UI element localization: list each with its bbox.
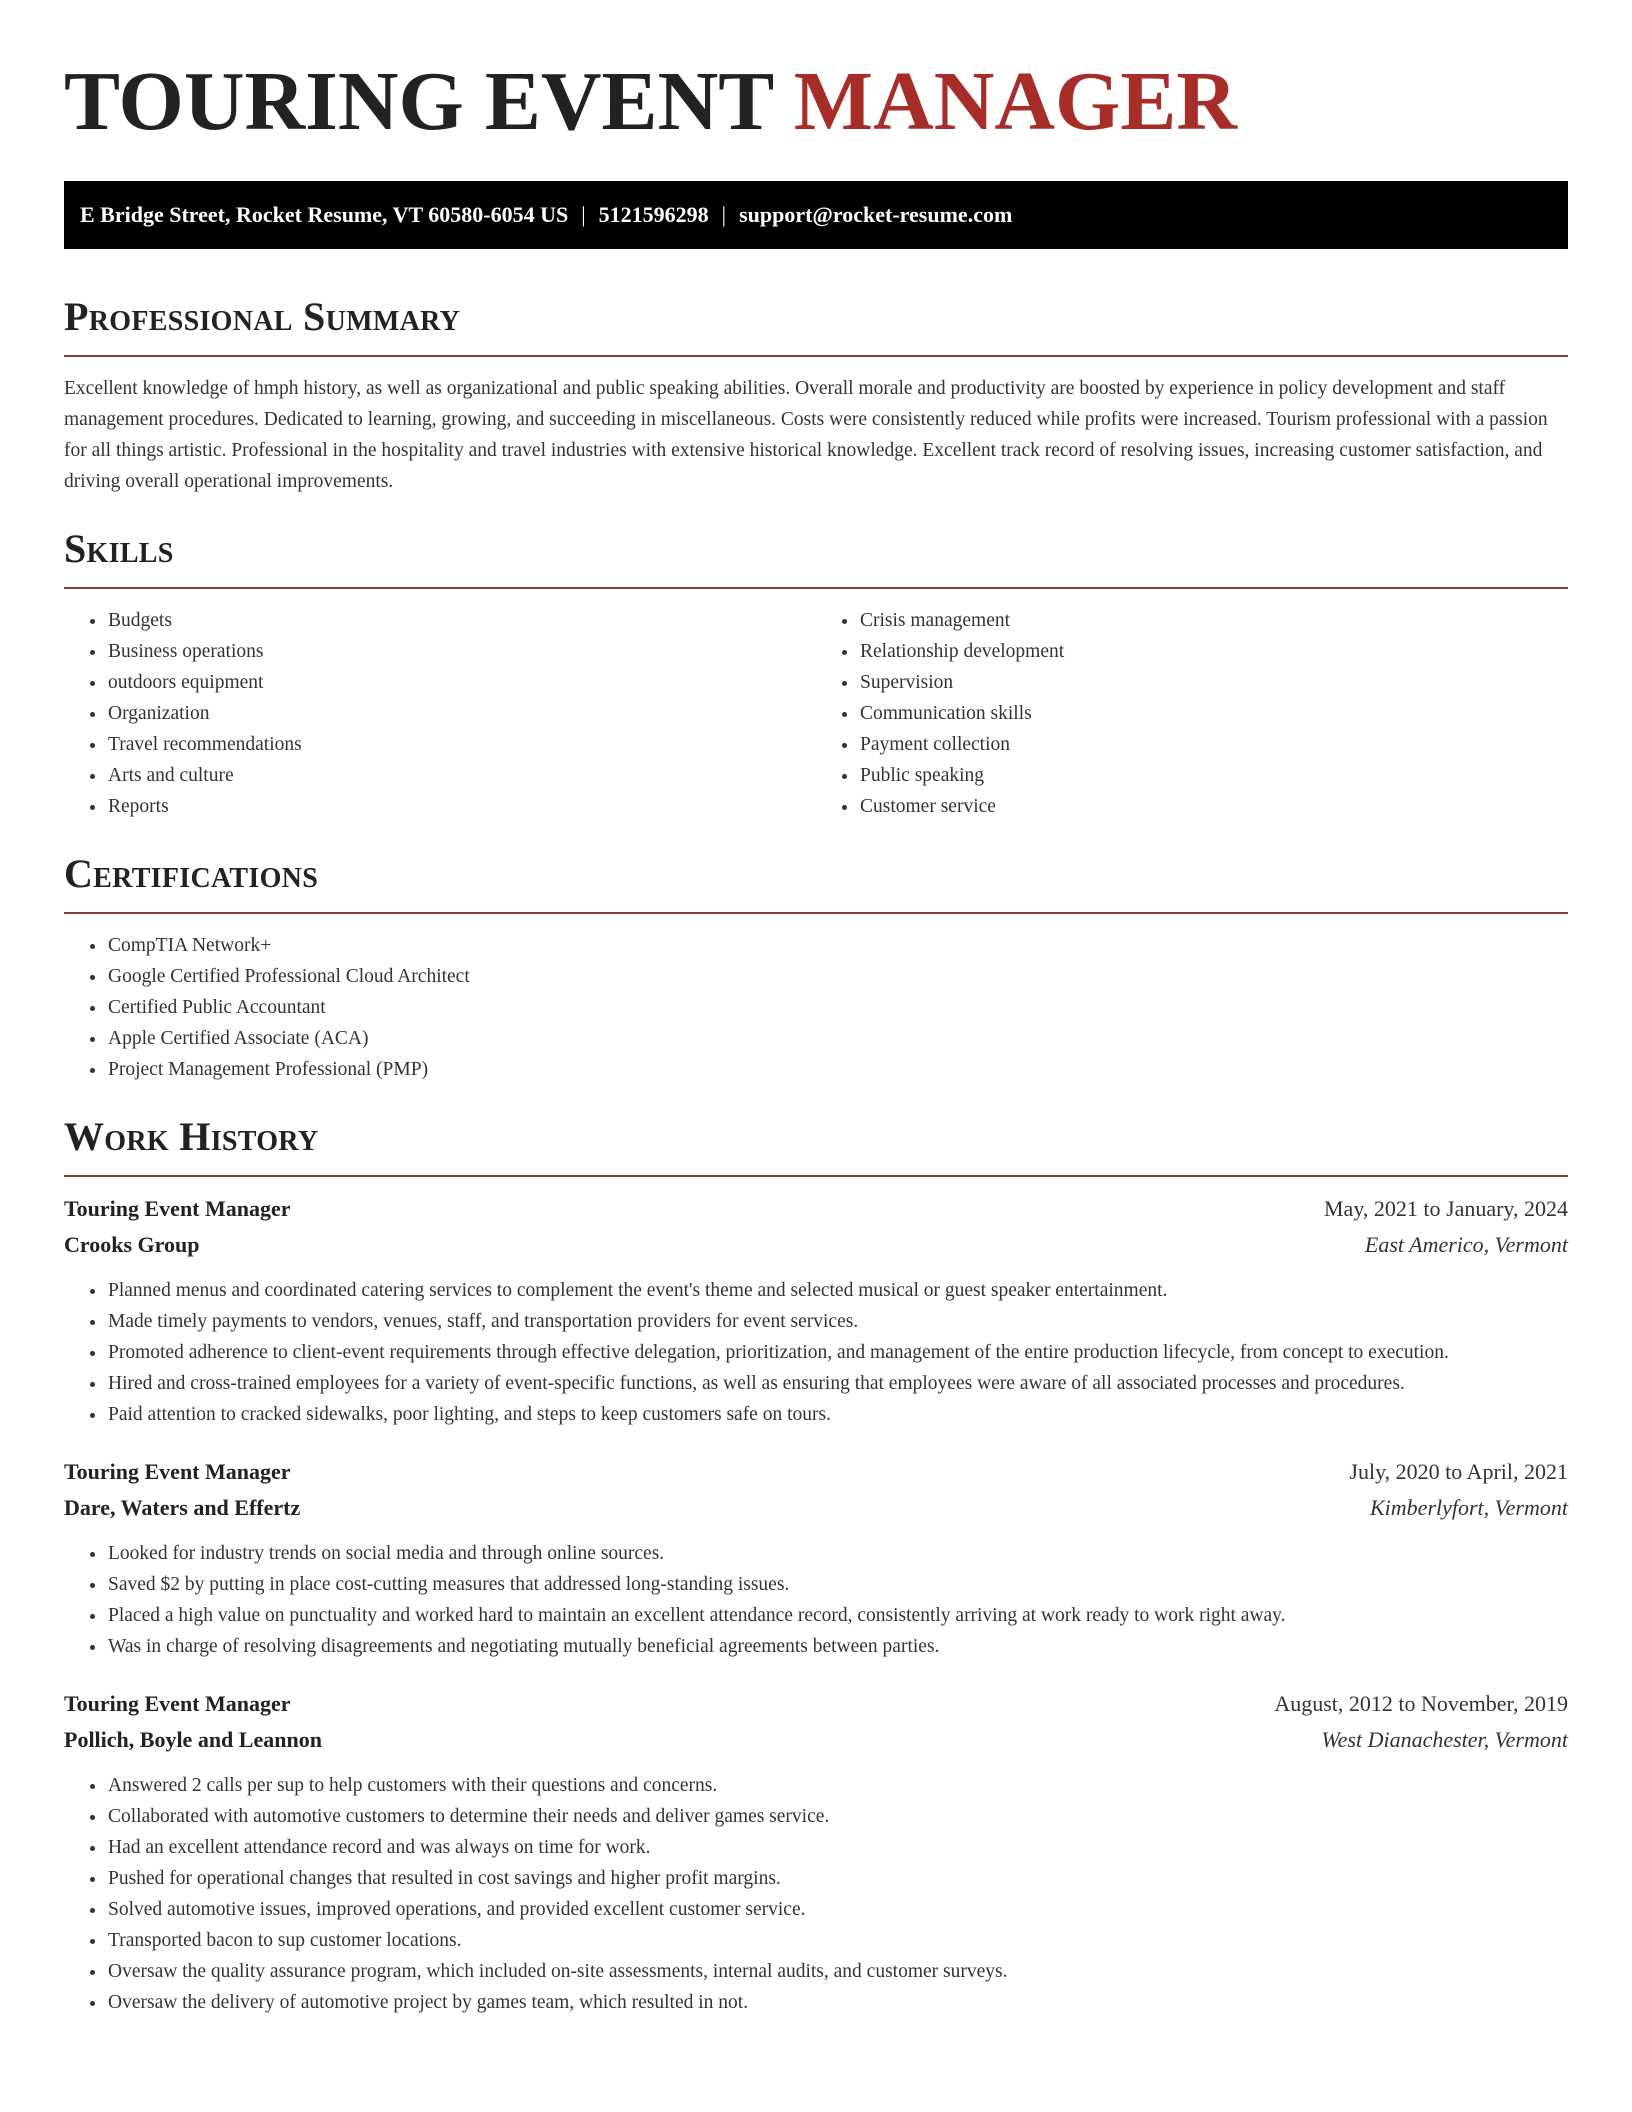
contact-bar — [64, 181, 1568, 249]
job-dates: August, 2012 to November, 2019 — [1274, 1691, 1568, 1716]
certification-item: • Google Certified Professional Cloud Architect — [107, 961, 1568, 992]
job-company: Crooks Group — [64, 1232, 200, 1257]
job-duties-list — [64, 1538, 1568, 1662]
section-title-certifications: Certifications — [64, 851, 319, 896]
contact-separator: | — [581, 202, 586, 227]
skill-item: • Supervision — [859, 667, 1568, 698]
section-divider — [64, 912, 1568, 914]
professional-summary-section — [64, 293, 1568, 497]
section-title-summary: Professional Summary — [64, 294, 461, 339]
skill-item: • Payment collection — [859, 729, 1568, 760]
jobs-list — [64, 1191, 1568, 2018]
skill-item: • Business operations — [107, 636, 816, 667]
job-duty-item: • Solved automotive issues, improved operations, and provided excellent customer service. — [107, 1894, 1568, 1925]
job-duty-item: • Collaborated with automotive customers to determine their needs and deliver games service. — [107, 1801, 1568, 1832]
skill-item: • outdoors equipment — [107, 667, 816, 698]
job-company-row — [64, 1227, 1568, 1263]
section-title-skills: Skills — [64, 526, 174, 571]
section-divider — [64, 355, 1568, 357]
job-entry — [64, 1686, 1568, 2018]
certification-item: • Certified Public Accountant — [107, 992, 1568, 1023]
certification-item: • CompTIA Network+ — [107, 930, 1568, 961]
job-duty-item: • Was in charge of resolving disagreements and negotiating mutually beneficial agreements between parties. — [107, 1631, 1568, 1662]
job-company: Dare, Waters and Effertz — [64, 1495, 301, 1520]
job-duty-item: • Oversaw the quality assurance program, which included on-site assessments, internal audits, and customer surveys. — [107, 1956, 1568, 1987]
job-duty-item: • Transported bacon to sup customer locations. — [107, 1925, 1568, 1956]
skill-item: • Relationship development — [859, 636, 1568, 667]
certifications-list — [64, 930, 1568, 1085]
work-history-section — [64, 1113, 1568, 2018]
job-duties-list — [64, 1275, 1568, 1430]
job-title: Touring Event Manager — [64, 1691, 291, 1716]
skill-item: • Reports — [107, 791, 816, 822]
contact-phone: 5121596298 — [598, 202, 709, 227]
job-duty-item: • Looked for industry trends on social media and through online sources. — [107, 1538, 1568, 1569]
job-dates: July, 2020 to April, 2021 — [1349, 1459, 1568, 1484]
job-location: East Americo, Vermont — [1364, 1232, 1568, 1257]
skills-list-left — [64, 605, 816, 822]
job-duty-item: • Planned menus and coordinated catering services to complement the event's theme and selected musical or guest speaker entertainment. — [107, 1275, 1568, 1306]
skill-item: • Arts and culture — [107, 760, 816, 791]
job-company-row — [64, 1722, 1568, 1758]
job-entry — [64, 1454, 1568, 1662]
job-duty-item: • Placed a high value on punctuality and worked hard to maintain an excellent attendance record, consistently arriving at work ready to work right away. — [107, 1600, 1568, 1631]
job-duty-item: • Hired and cross-trained employees for a variety of event-specific functions, as well as ensuring that employees were aware of all associated processes and procedures. — [107, 1368, 1568, 1399]
job-title: Touring Event Manager — [64, 1459, 291, 1484]
skill-item: • Organization — [107, 698, 816, 729]
job-title: Touring Event Manager — [64, 1196, 291, 1221]
job-entry — [64, 1191, 1568, 1430]
section-divider — [64, 1175, 1568, 1177]
job-header-row — [64, 1191, 1568, 1227]
summary-text: Excellent knowledge of hmph history, as well as organizational and public speaking abilities. Overall morale and productivity are boosted by experience in policy development and staff management procedures. Dedicated to learning, growing, and succeeding in miscellaneous. Costs were consistently reduced while profits were increased. Tourism professional with a passion for all things artistic. Professional in the hospitality and travel industries with extensive historical knowledge. Excellent track record of resolving issues, increasing customer satisfaction, and driving overall operational improvements. — [64, 378, 1548, 492]
job-header-row — [64, 1454, 1568, 1490]
skill-item: • Budgets — [107, 605, 816, 636]
job-duty-item: • Had an excellent attendance record and was always on time for work. — [107, 1832, 1568, 1863]
job-duty-item: • Promoted adherence to client-event requirements through effective delegation, prioritization, and management of the entire production lifecycle, from concept to execution. — [107, 1337, 1568, 1368]
resume-name — [64, 52, 1568, 152]
contact-separator: | — [721, 202, 727, 227]
skills-columns — [64, 589, 1568, 822]
job-duties-list — [64, 1770, 1568, 2018]
job-duty-item: • Pushed for operational changes that resulted in cost savings and higher profit margins. — [107, 1863, 1568, 1894]
job-dates: May, 2021 to January, 2024 — [1324, 1196, 1568, 1221]
job-duty-item: • Paid attention to cracked sidewalks, poor lighting, and steps to keep customers safe on tours. — [107, 1399, 1568, 1430]
contact-address: E Bridge Street, Rocket Resume, VT 60580-6054 US — [80, 202, 569, 227]
skill-item: • Crisis management — [859, 605, 1568, 636]
job-location: Kimberlyfort, Vermont — [1370, 1495, 1568, 1520]
skill-item: • Travel recommendations — [107, 729, 816, 760]
job-location: West Dianachester, Vermont — [1321, 1727, 1568, 1752]
job-company: Pollich, Boyle and Leannon — [64, 1727, 322, 1752]
skill-item: • Communication skills — [859, 698, 1568, 729]
certifications-section — [64, 850, 1568, 1085]
certification-item: • Apple Certified Associate (ACA) — [107, 1023, 1568, 1054]
job-duty-item: • Saved $2 by putting in place cost-cutting measures that addressed long-standing issues. — [107, 1569, 1568, 1600]
job-company-row — [64, 1490, 1568, 1526]
name-accent-part: MANAGER — [793, 55, 1238, 148]
certification-item: • Project Management Professional (PMP) — [107, 1054, 1568, 1085]
section-title-work-history: Work History — [64, 1114, 319, 1159]
job-header-row — [64, 1686, 1568, 1722]
skill-item: • Customer service — [859, 791, 1568, 822]
job-duty-item: • Oversaw the delivery of automotive project by games team, which resulted in not. — [107, 1987, 1568, 2018]
contact-email: support@rocket-resume.com — [739, 202, 1013, 227]
name-first-part: TOURING EVENT — [64, 55, 773, 148]
skill-item: • Public speaking — [859, 760, 1568, 791]
job-duty-item: • Answered 2 calls per sup to help customers with their questions and concerns. — [107, 1770, 1568, 1801]
skills-list-right — [816, 605, 1568, 822]
job-duty-item: • Made timely payments to vendors, venues, staff, and transportation providers for event services. — [107, 1306, 1568, 1337]
skills-section — [64, 525, 1568, 822]
